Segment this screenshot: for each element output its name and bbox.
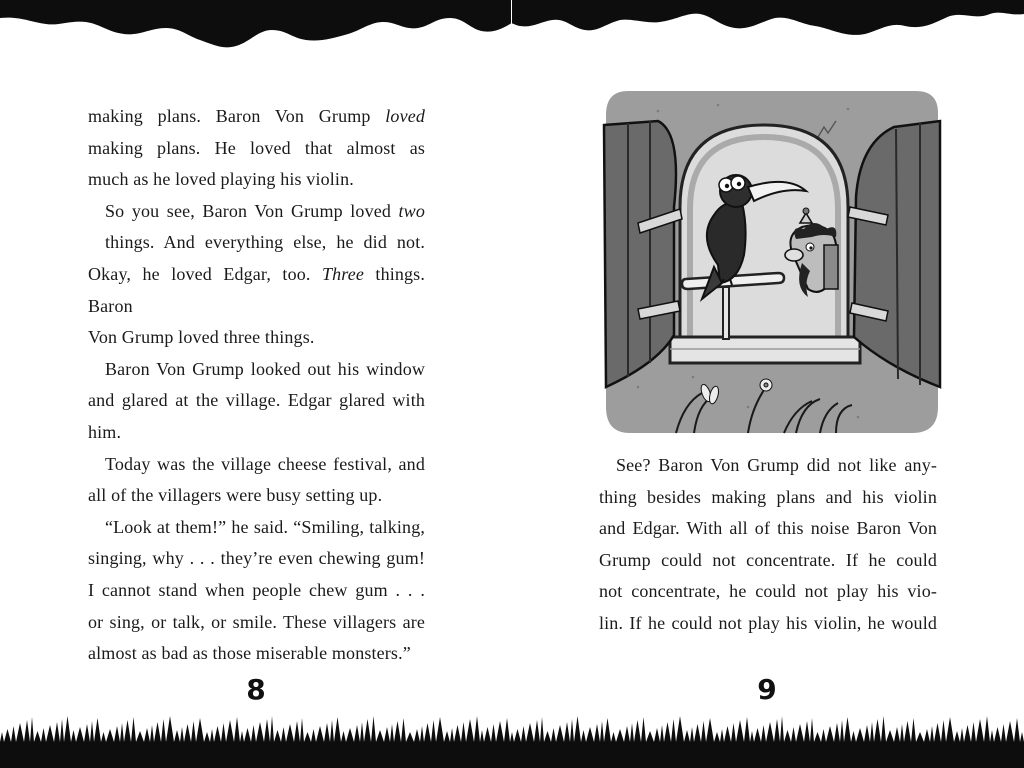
text-line: and Edgar. With all of this noise Baron Von <box>599 518 937 539</box>
page-number-right: 9 <box>757 673 777 706</box>
paragraph <box>88 354 425 449</box>
text-line: not concentrate, he could not play his vio- <box>599 581 937 602</box>
text-line: and glared at the village. Edgar glared with <box>88 390 425 411</box>
left-page-text <box>88 101 425 670</box>
text-line: lin. If he could not play his violin, he would <box>599 612 937 633</box>
text-line: making plans. He loved that almost as <box>88 137 425 158</box>
paragraph <box>599 450 937 640</box>
text-line: See? Baron Von Grump did not like any- <box>616 455 937 475</box>
text-line: all of the villagers were busy setting up. <box>88 485 383 506</box>
text-line: much as he loved playing his violin. <box>88 169 354 190</box>
text-line: Today was the village cheese festival, and <box>105 453 425 474</box>
page-number-left: 8 <box>246 673 266 706</box>
text-line: I cannot stand when people chew gum . . . <box>88 579 425 600</box>
window-sill <box>670 337 860 363</box>
text-line: things. And everything else, he did not. <box>105 232 425 253</box>
text-line: Okay, he loved Edgar, too. Three things. Baron <box>88 263 425 316</box>
paragraph <box>88 101 425 196</box>
paragraph <box>88 512 425 670</box>
gutter-line <box>511 0 512 32</box>
text-line: him. <box>88 421 122 442</box>
text-line: Baron Von Grump looked out his window <box>105 358 425 379</box>
right-page-text <box>599 450 937 640</box>
paragraph <box>88 449 425 512</box>
text-line: singing, why . . . they’re even chewing gum! <box>88 548 425 569</box>
top-drip-border <box>0 0 1024 60</box>
paragraph <box>88 196 425 354</box>
text-line: making plans. Baron Von Grump loved <box>88 106 425 126</box>
text-line: almost as bad as those miserable monsters.” <box>88 643 411 664</box>
text-line: or sing, or talk, or smile. These villagers are <box>88 611 425 632</box>
text-line: “Look at them!” he said. “Smiling, talking, <box>105 516 425 537</box>
text-line: Grump could not concentrate. If he could <box>599 549 937 570</box>
text-line: thing besides making plans and his violin <box>599 486 937 507</box>
text-line: So you see, Baron Von Grump loved two <box>105 200 425 221</box>
text-line: Von Grump loved three things. <box>88 327 315 348</box>
window-illustration <box>598 87 946 437</box>
bottom-grass-border <box>0 706 1024 768</box>
